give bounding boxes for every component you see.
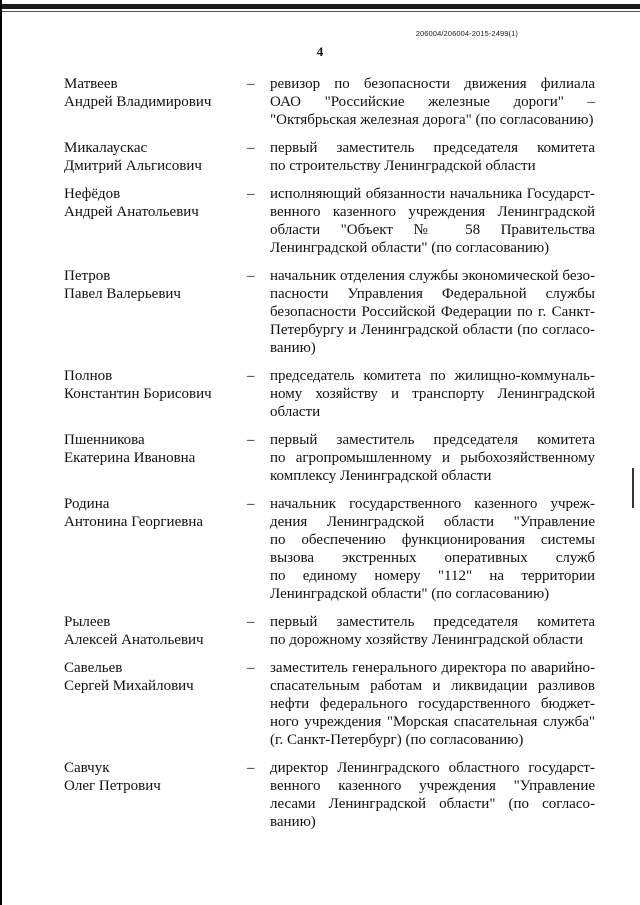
member-given-names: Сергей Михайлович [64,678,194,694]
member-name [64,613,244,649]
position-line: первый заместитель председателя комитета [270,140,595,156]
position-line: первый заместитель председателя комитета [270,614,595,630]
member-surname: Савельев [64,660,123,676]
member-given-names: Олег Петрович [64,778,161,794]
member-name [64,75,244,111]
member-position [270,185,595,257]
position-line: венного казенного учреждения "Управление [270,778,595,794]
position-line: венного казенного учреждения Ленинградской [270,204,595,220]
member-position [270,613,595,649]
entry-dash: – [247,368,255,384]
member-surname: Нефёдов [64,186,121,202]
position-line: области [270,404,321,420]
position-line: лесами Ленинградской области" (по согласо- [270,796,595,812]
member-given-names: Антонина Георгиевна [64,514,203,530]
member-name [64,139,244,175]
position-line: "Октябрьская железная дорога" (по согласованию) [270,112,594,128]
position-line: ванию) [270,340,316,356]
position-line: заместитель генерального директора по аварийно- [270,660,595,676]
position-line: по дорожному хозяйству Ленинградской области [270,632,584,648]
scan-top-border-thin [0,11,640,12]
member-given-names: Алексей Анатольевич [64,632,204,648]
position-line: спасательным работам и ликвидации разливов [270,678,595,694]
entry-dash: – [247,140,255,156]
member-name [64,185,244,221]
entry-dash: – [247,496,255,512]
member-given-names: Константин Борисович [64,386,212,402]
page-number: 4 [316,44,324,59]
member-name [64,759,244,795]
position-line: (г. Санкт-Петербург) (по согласованию) [270,732,524,748]
member-name [64,495,244,531]
position-line: начальник отделения службы экономической безо- [270,268,595,284]
member-name [64,431,244,467]
position-line: Петербургу и Ленинградской области (по согласо- [270,322,595,338]
member-position [270,431,595,485]
member-position [270,659,595,749]
member-surname: Матвеев [64,76,118,92]
member-given-names: Дмитрий Альгисович [64,158,202,174]
member-given-names: Павел Валерьевич [64,286,181,302]
entry-dash: – [247,432,255,448]
position-line: директор Ленинградского областного государст- [270,760,595,776]
member-name [64,367,244,403]
member-surname: Родина [64,496,110,512]
member-surname: Савчук [64,760,110,776]
position-line: Ленинградской области" (по согласованию) [270,586,550,602]
member-surname: Петров [64,268,111,284]
position-line: первый заместитель председателя комитета [270,432,595,448]
member-surname: Рылеев [64,614,111,630]
scan-top-border [0,4,640,9]
entry-dash: – [247,268,255,284]
position-line: начальник государственного казенного учреж- [270,496,595,512]
member-position [270,267,595,357]
member-name [64,267,244,303]
position-line: Ленинградской области" (по согласованию) [270,240,550,256]
member-given-names: Екатерина Ивановна [64,450,196,466]
member-given-names: Андрей Владимирович [64,94,212,110]
member-name [64,659,244,695]
scan-margin-mark [632,468,634,508]
position-line: по агропромышленному и рыбохозяйственному [270,450,595,466]
position-line: ному хозяйству и транспорту Ленинградской [270,386,595,402]
member-position [270,75,595,129]
entry-dash: – [247,660,255,676]
scan-left-edge [0,0,2,905]
member-position [270,759,595,831]
position-line: пасности Управления Федеральной службы [270,286,595,302]
position-line: области "Объект № 58 Правительства [270,222,595,238]
position-line: председатель комитета по жилищно-коммуналь- [270,368,595,384]
entry-dash: – [247,76,255,92]
position-line: ОАО "Российские железные дороги" – [270,94,595,110]
member-position [270,495,595,603]
document-code: 206004/206004-2015-2499(1) [415,29,518,38]
position-line: по обеспечению функционирования системы [270,532,595,548]
entry-dash: – [247,186,255,202]
position-line: ного учреждения "Морская спасательная служба" [270,714,595,730]
position-line: исполняющий обязанности начальника Государст- [270,186,595,202]
entry-dash: – [247,614,255,630]
position-line: по единому номеру "112" на территории [270,568,595,584]
entry-dash: – [247,760,255,776]
position-line: ванию) [270,814,316,830]
position-line: дения Ленинградской области "Управление [270,514,595,530]
position-line: нефти федерального государственного бюджет- [270,696,595,712]
position-line: по строительству Ленинградской области [270,158,536,174]
member-position [270,139,595,175]
member-given-names: Андрей Анатольевич [64,204,199,220]
position-line: комплексу Ленинградской области [270,468,492,484]
member-surname: Полнов [64,368,113,384]
member-surname: Пшенникова [64,432,145,448]
member-surname: Микалаускас [64,140,148,156]
position-line: вызова экстренных оперативных служб [270,550,595,566]
position-line: безопасности Российской Федерации по г. Санкт- [270,304,595,320]
member-position [270,367,595,421]
position-line: ревизор по безопасности движения филиала [270,76,595,92]
